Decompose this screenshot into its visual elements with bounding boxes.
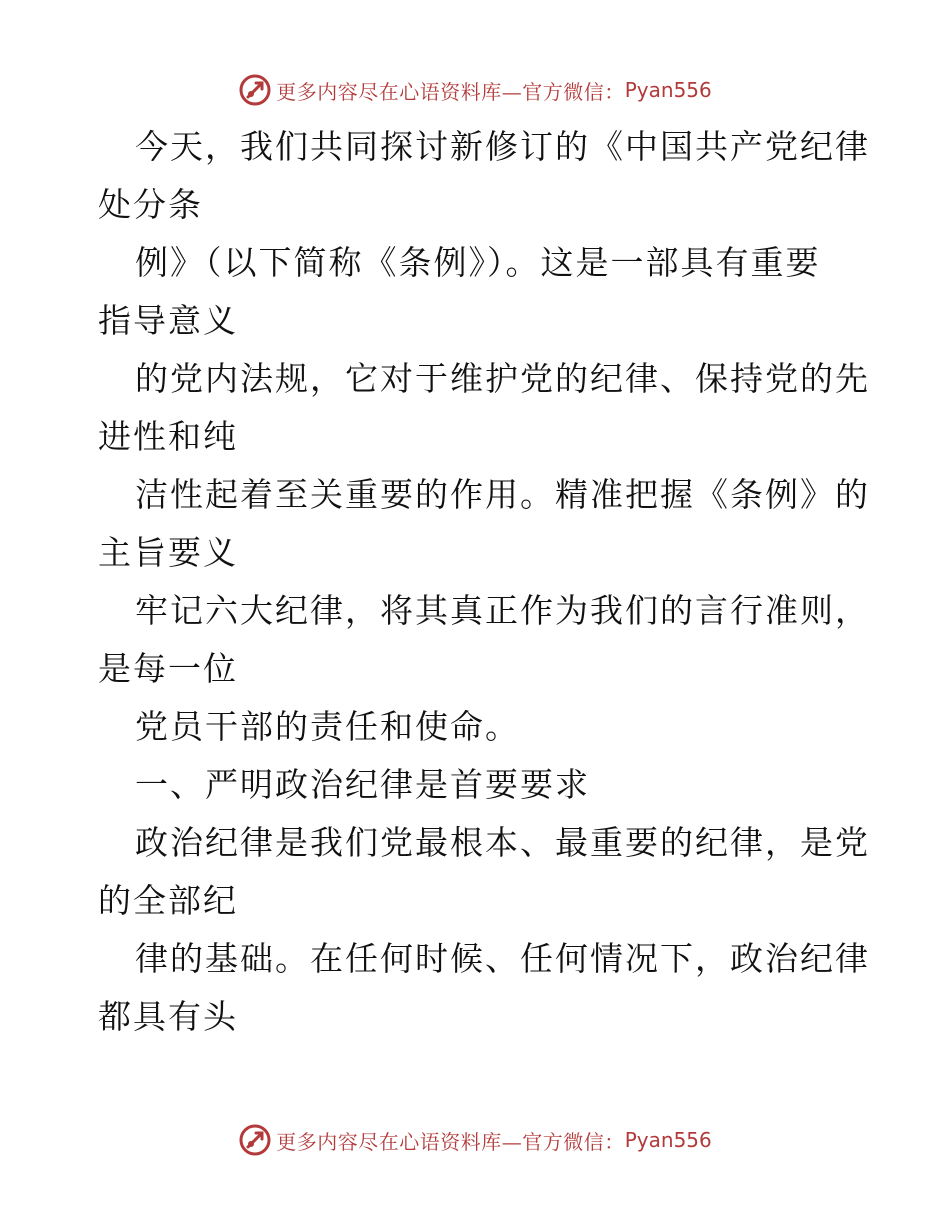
footer-banner-text: 更多内容尽在心语资料库—官方微信： [276, 1129, 625, 1154]
text-line: 是每一位 [98, 649, 238, 688]
text-line: 进性和纯 [98, 417, 238, 456]
text-line: 的党内法规，它对于维护党的纪律、保持党的先 [135, 359, 870, 398]
text-line: 的全部纪 [98, 881, 238, 920]
text-line: 指导意义 [98, 301, 238, 340]
text-line: 都具有头 [98, 997, 238, 1036]
header-wechat-id: Pyan556 [624, 78, 712, 102]
text-line: 牢记六大纪律，将其真正作为我们的言行准则， [135, 591, 870, 630]
text-line: 今天，我们共同探讨新修订的《中国共产党纪律 [135, 127, 870, 166]
text-line: 例》（以下简称《条例》）。这是一部具有重要 [135, 243, 821, 282]
text-line: 一、严明政治纪律是首要要求 [135, 765, 590, 804]
text-line: 党员干部的责任和使命。 [135, 707, 520, 746]
text-line: 主旨要义 [98, 533, 238, 572]
header-banner-text: 更多内容尽在心语资料库—官方微信： [276, 79, 625, 104]
text-line: 处分条 [98, 185, 203, 224]
text-line: 洁性起着至关重要的作用。精准把握《条例》的 [135, 475, 870, 514]
logo-icon [238, 73, 272, 107]
footer-banner [0, 1120, 950, 1160]
document-body [98, 118, 870, 1046]
logo-icon [238, 1123, 272, 1157]
header-banner [0, 70, 950, 110]
footer-wechat-id: Pyan556 [624, 1128, 712, 1152]
text-line: 律的基础。在任何时候、任何情况下，政治纪律 [135, 939, 870, 978]
text-line: 政治纪律是我们党最根本、最重要的纪律，是党 [135, 823, 870, 862]
